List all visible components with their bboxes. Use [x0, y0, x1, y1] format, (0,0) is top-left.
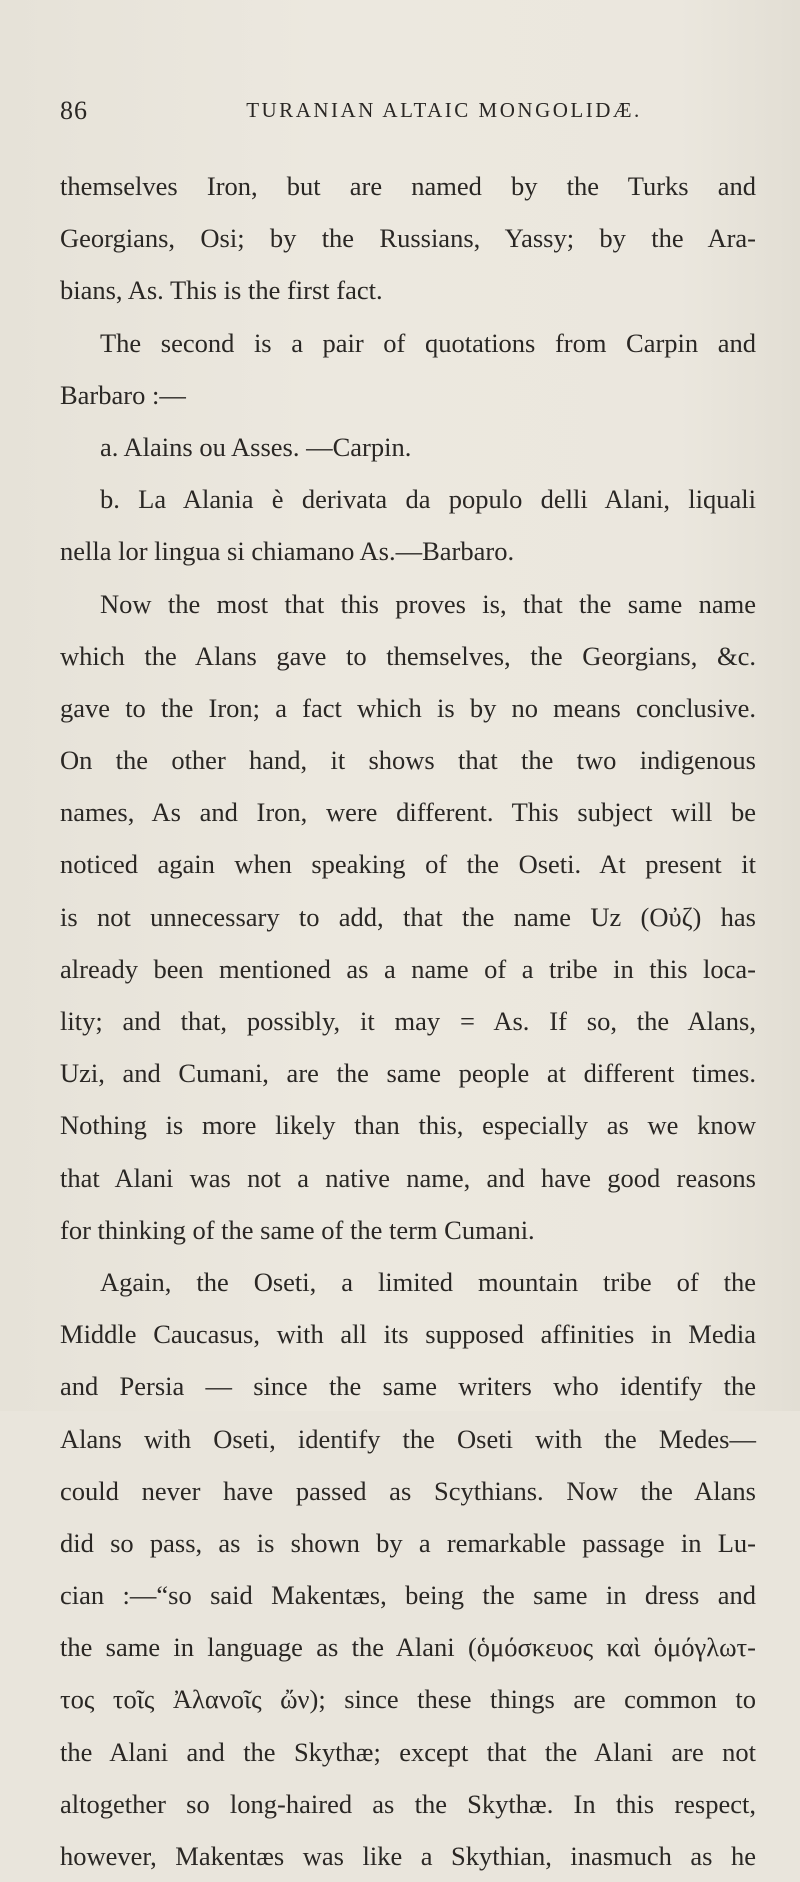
text-line: a. Alains ou Asses. —Carpin.	[100, 431, 412, 462]
text-line: Barbaro :—	[60, 379, 186, 410]
text-line: gave to the Iron; a fact which is by no means conclusive.	[60, 692, 756, 723]
text-line: which the Alans gave to themselves, the Georgians, &c.	[60, 640, 756, 671]
text-line: Georgians, Osi; by the Russians, Yassy; by the Ara-	[60, 223, 756, 254]
text-line: Alans with Oseti, identify the Oseti with the Medes—	[60, 1423, 756, 1454]
running-head: TURANIAN ALTAIC MONGOLIDÆ.	[246, 98, 642, 122]
page-header	[60, 96, 756, 132]
text-line: already been mentioned as a name of a tribe in this loca-	[60, 953, 756, 984]
text-line: altogether so long-haired as the Skythæ. In this respect,	[60, 1788, 756, 1819]
text-line: On the other hand, it shows that the two indigenous	[60, 745, 756, 776]
text-line: could never have passed as Scythians. Now the Alans	[60, 1475, 756, 1506]
page-number: 86	[60, 96, 88, 125]
text-line: τος τοῖς Ἀλανοῖς ὤν); since these things are common to	[60, 1684, 756, 1715]
text-line: b. La Alania è derivata da populo delli Alani, liquali	[100, 484, 756, 515]
text-line: Now the most that this proves is, that the same name	[100, 588, 756, 619]
text-line: cian :—“so said Makentæs, being the same in dress and	[60, 1580, 756, 1611]
text-line: is not unnecessary to add, that the name Uz (Οὐζ) has	[60, 901, 756, 932]
body-text	[60, 160, 756, 1882]
text-line: did so pass, as is shown by a remarkable passage in Lu-	[60, 1527, 756, 1558]
text-line: names, As and Iron, were different. This subject will be	[60, 797, 756, 828]
text-line: bians, As. This is the first fact.	[60, 275, 383, 306]
text-line: and Persia — since the same writers who identify the	[60, 1371, 756, 1402]
text-line: themselves Iron, but are named by the Turks and	[60, 171, 756, 201]
text-line: for thinking of the same of the term Cumani.	[60, 1214, 535, 1245]
text-line: lity; and that, possibly, it may = As. If so, the Alans,	[60, 1006, 756, 1036]
text-line: however, Makentæs was like a Skythian, inasmuch as he	[60, 1841, 756, 1871]
text-line: Nothing is more likely than this, especially as we know	[60, 1110, 756, 1141]
text-line: nella lor lingua si chiamano As.—Barbaro.	[60, 536, 515, 567]
text-line: that Alani was not a native name, and have good reasons	[60, 1162, 756, 1193]
text-line: noticed again when speaking of the Oseti. At present it	[60, 849, 756, 880]
text-line: The second is a pair of quotations from Carpin and	[100, 327, 756, 358]
text-line: Uzi, and Cumani, are the same people at different times.	[60, 1058, 756, 1089]
text-line: the same in language as the Alani (ὁμόσκευος καὶ ὁμόγλωτ-	[60, 1632, 756, 1663]
text-line: the Alani and the Skythæ; except that the Alani are not	[60, 1736, 756, 1767]
text-line: Middle Caucasus, with all its supposed affinities in Media	[60, 1319, 756, 1350]
text-line: Again, the Oseti, a limited mountain tribe of the	[100, 1266, 756, 1297]
